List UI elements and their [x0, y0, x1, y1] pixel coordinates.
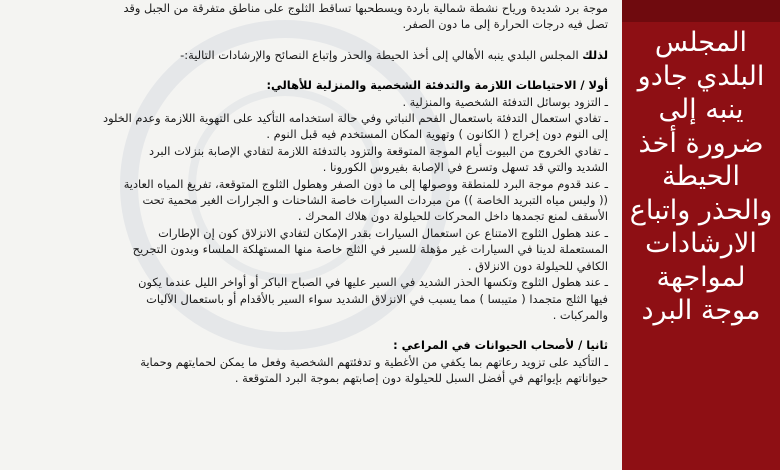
section2-line: ـ التأكيد على تزويد رعاتهم بما يكفي من الأغطية و تدفئتهم الشخصية وفعل ما يمكن لحمايتهم وحماية [140, 354, 608, 369]
section1-line: الشديد والتي قد تسهل وتسرع في الإصابة بفيروس الكورونا . [322, 160, 608, 175]
section1-line: الأسقف لمنع تجمدها داخل المحركات للحيلولة دون هلاك المحرك . [297, 209, 608, 224]
section1-line: ـ التزود بوسائل التدفئة الشخصية والمنزلية . [402, 94, 608, 109]
headline-panel [622, 0, 780, 470]
section1-line: (( وليس مياه التبريد الخاصة )) من مبردات السيارات خاصة الشاحنات و الجرارات الغير محمية تحت [142, 193, 608, 208]
intro-lead: لذلك [582, 47, 608, 62]
intro-text: المجلس البلدي ينبه الأهالي إلى أخذ الحيطة والحذر وإتباع النصائح والإرشادات التالية:- [180, 47, 583, 62]
headline-top-strip [622, 0, 780, 22]
section1-line: ـ تفادي الخروج من البيوت أيام الموجة المتوقعة والتزود بالتدفئة اللازمة لتفادي الإصابة بنزلات البرد [149, 143, 608, 158]
section2-line: حيواناتهم بإيوائهم في أفضل السبل للحيلولة دون إصابتهم بموجة البرد المتوقعة . [234, 371, 608, 386]
section1-line: الكافي للحيلولة دون الانزلاق . [467, 258, 608, 273]
section1-line: ـ تفادي استعمال التدفئة باستعمال الفحم النباتي وفي حالة استخدامه التأكيد على التهوية اللازمة وعدم الخلود [103, 111, 608, 126]
section1-line: المستعملة لدينا في السيارات غير مؤهلة للسير في الثلج خاصة منها المستهلكة الملساء وبدون التجريح [132, 242, 608, 257]
section1-line: ـ عند هطول الثلوج وتكسها الحذر الشديد في السير عليها في الصباح الباكر أو أواخر الليل عندما يكون [138, 275, 608, 290]
section1-title: أولا / الاحتياطات اللازمة والتدفئة الشخصية والمنزلية للأهالي: [266, 78, 608, 93]
section1-line: ـ عند هطول الثلوج الامتناع عن استعمال السيارات بقدر الإمكان لتفادي الانزلاق كون إن الإطارات [158, 225, 608, 240]
section2-title: ثانيا / لأصحاب الحيوانات في المراعي : [393, 338, 608, 353]
intro-paragraph [12, 47, 608, 63]
section1-line: إلى النوم دون إخراج ( الكانون ) وتهوية المكان المستخدم فيه قبل النوم . [266, 127, 608, 142]
headline-title: المجلس البلدي جادو ينبه إلى ضرورة أخذ الحيطة والحذر واتباع الارشادات لمواجهة موجة البرد [629, 27, 773, 326]
section1-line: والمركبات . [552, 307, 608, 322]
body-line: موجة برد شديدة ورياح نشطة شمالية باردة ويسطحبها تساقط الثلوج على مناطق متفرقة من الجبل وقد [123, 1, 608, 15]
section1-line: فيها الثلج متجمدا ( متيبسا ) مما يسبب في الانزلاق الشديد سواء السير بالأقدام أو باستعمال الآليات [146, 291, 608, 306]
body-line: تصل فيه درجات الحرارة إلى ما دون الصفر. [402, 17, 608, 32]
section1-line: ـ عند قدوم موجة البرد للمنطقة ووصولها إلى ما دون الصفر وهطول الثلوج المتوقعة، تفريغ المياه العادية [123, 176, 608, 191]
